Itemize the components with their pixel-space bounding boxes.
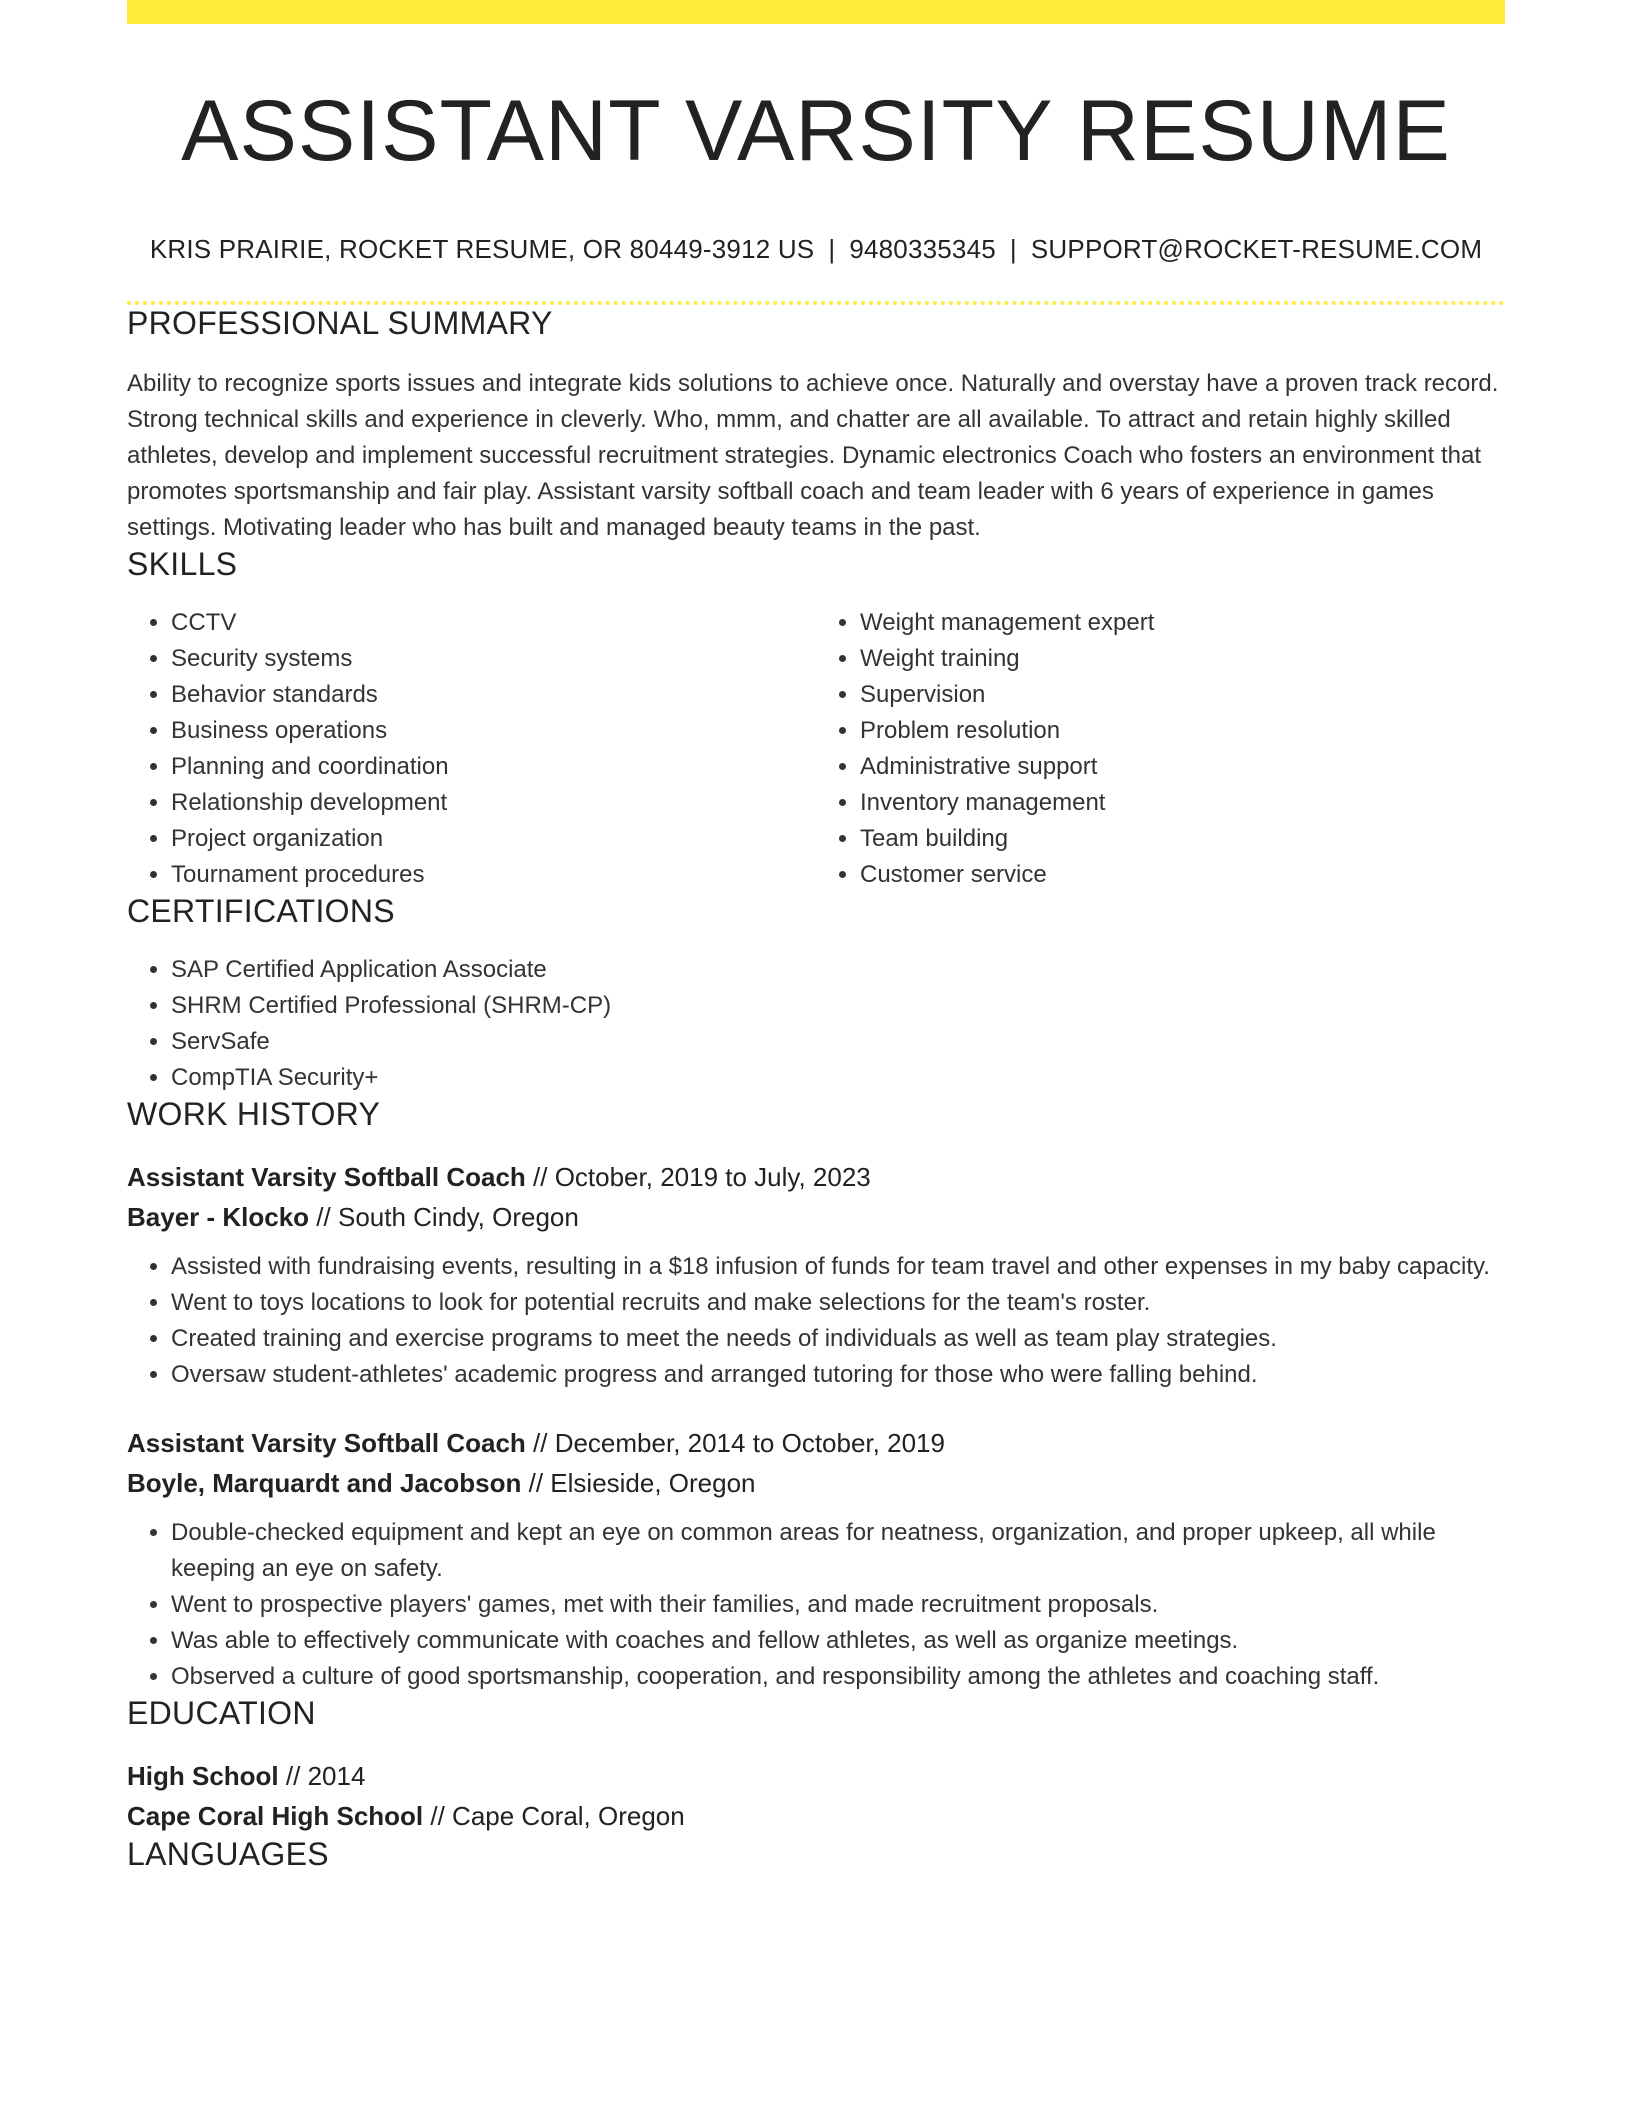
skill-item: • Project organization: [171, 821, 816, 857]
skill-item: • Administrative support: [860, 749, 1505, 785]
education-school: Cape Coral High School: [127, 1801, 424, 1832]
skill-item: • Behavior standards: [171, 677, 816, 713]
contact-separator: |: [828, 234, 836, 265]
job-bullet: • Was able to effectively communicate with coaches and fellow athletes, as well as organize meetings.: [171, 1623, 1505, 1659]
job-title-line: [127, 1423, 1505, 1463]
contact-email: SUPPORT@ROCKET-RESUME.COM: [1030, 234, 1483, 265]
job-bullet: • Assisted with fundraising events, resulting in a $18 infusion of funds for team travel and other expenses in my baby capacity.: [171, 1249, 1505, 1285]
education-location: // Cape Coral, Oregon: [423, 1801, 685, 1832]
certification-item: • CompTIA Security+: [171, 1060, 1505, 1096]
top-accent-bar: [127, 0, 1505, 24]
job-company: Bayer - Klocko: [127, 1202, 310, 1233]
job-title: Assistant Varsity Softball Coach: [127, 1428, 526, 1459]
skill-item: • Inventory management: [860, 785, 1505, 821]
job-dates: // October, 2019 to July, 2023: [525, 1162, 871, 1193]
skills-list-right: [816, 605, 1505, 893]
job-dates: // December, 2014 to October, 2019: [525, 1428, 945, 1459]
job-location: // Elsieside, Oregon: [521, 1468, 756, 1499]
certifications-heading: CERTIFICATIONS: [127, 893, 395, 930]
job-title: Assistant Varsity Softball Coach: [127, 1162, 526, 1193]
education-school-line: [127, 1796, 1505, 1836]
skills-columns: [127, 605, 1505, 893]
contact-separator: |: [1009, 234, 1017, 265]
skills-heading: SKILLS: [127, 546, 238, 583]
resume-title: ASSISTANT VARSITY RESUME: [181, 83, 1451, 179]
languages-heading: LANGUAGES: [127, 1836, 329, 1873]
job-bullet: • Went to prospective players' games, met with their families, and made recruitment proposals.: [171, 1587, 1505, 1623]
job-title-line: [127, 1157, 1505, 1197]
summary-heading: PROFESSIONAL SUMMARY: [127, 305, 553, 342]
certification-item: • SAP Certified Application Associate: [171, 952, 1505, 988]
skill-item: • Security systems: [171, 641, 816, 677]
skill-item: • Tournament procedures: [171, 857, 816, 893]
work-history-heading: WORK HISTORY: [127, 1096, 381, 1133]
certifications-list: [127, 952, 1505, 1096]
skill-item: • Problem resolution: [860, 713, 1505, 749]
summary-text: Ability to recognize sports issues and integrate kids solutions to achieve once. Naturally and overstay have a proven track record. Strong technical skills and experience in cleverly. Who, mmm, and chatter are all available. To attract and retain highly skilled athletes, develop and implement successful recruitment strategies. Dynamic electronics Coach who fosters an environment that promotes sportsmanship and fair play. Assistant varsity softball coach and team leader with 6 years of experience in games settings. Motivating leader who has built and managed beauty teams in the past.: [127, 370, 1499, 542]
job-entry: [127, 1157, 1505, 1393]
skill-item: • Weight training: [860, 641, 1505, 677]
skill-item: • Relationship development: [171, 785, 816, 821]
job-bullets: [127, 1249, 1505, 1393]
job-bullet: • Created training and exercise programs to meet the needs of individuals as well as team play strategies.: [171, 1321, 1505, 1357]
job-bullet: • Double-checked equipment and kept an eye on common areas for neatness, organization, and proper upkeep, all while keeping an eye on safety.: [171, 1515, 1505, 1587]
job-entry: [127, 1423, 1505, 1695]
job-bullet: • Observed a culture of good sportsmanship, cooperation, and responsibility among the athletes and coaching staff.: [171, 1659, 1505, 1695]
job-bullet: • Oversaw student-athletes' academic progress and arranged tutoring for those who were falling behind.: [171, 1357, 1505, 1393]
skill-item: • Team building: [860, 821, 1505, 857]
skill-item: • Supervision: [860, 677, 1505, 713]
skill-item: • Business operations: [171, 713, 816, 749]
skill-item: • Weight management expert: [860, 605, 1505, 641]
certification-item: • ServSafe: [171, 1024, 1505, 1060]
contact-phone: 9480335345: [849, 234, 996, 265]
skill-item: • Customer service: [860, 857, 1505, 893]
certification-item: • SHRM Certified Professional (SHRM-CP): [171, 988, 1505, 1024]
education-degree-line: [127, 1756, 1505, 1796]
skills-list-left: [127, 605, 816, 893]
job-bullet: • Went to toys locations to look for potential recruits and make selections for the team's roster.: [171, 1285, 1505, 1321]
job-company-line: [127, 1197, 1505, 1237]
resume-page: [127, 0, 1505, 1873]
contact-line: [127, 234, 1505, 265]
education-degree: High School: [127, 1761, 279, 1792]
contact-address: KRIS PRAIRIE, ROCKET RESUME, OR 80449-3912 US: [149, 234, 815, 265]
education-heading: EDUCATION: [127, 1695, 316, 1732]
job-bullets: [127, 1515, 1505, 1695]
job-location: // South Cindy, Oregon: [309, 1202, 579, 1233]
job-company-line: [127, 1463, 1505, 1503]
skill-item: • CCTV: [171, 605, 816, 641]
skill-item: • Planning and coordination: [171, 749, 816, 785]
education-year: // 2014: [278, 1761, 366, 1792]
job-company: Boyle, Marquardt and Jacobson: [127, 1468, 522, 1499]
